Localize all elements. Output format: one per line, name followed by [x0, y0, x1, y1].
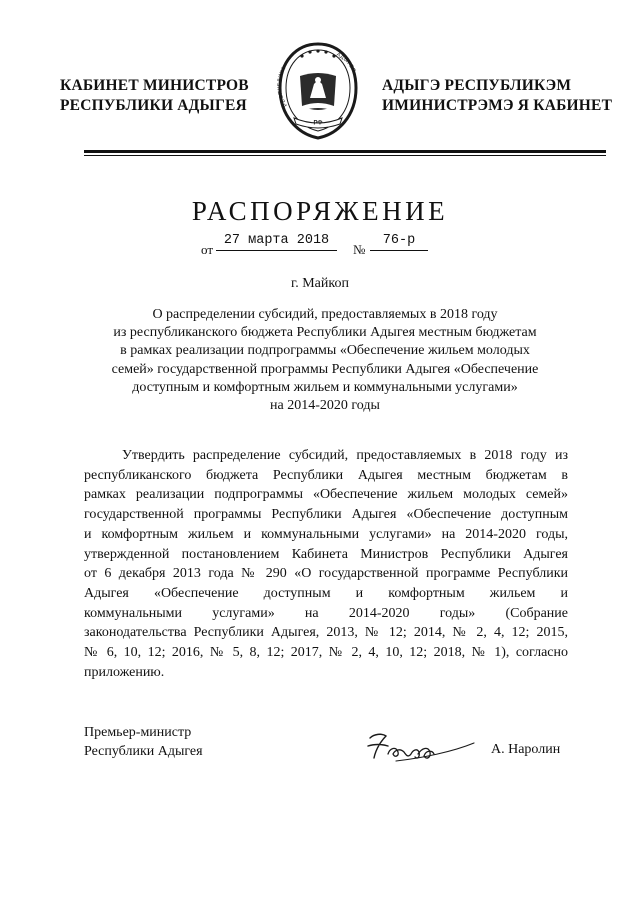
body-line: коммунальными услугами» на 2014-2020 годы» (Собрание	[84, 605, 568, 621]
body-line: № 6, 10, 12; 2016, № 5, 8, 12; 2017, № 2, 4, 10, 12; 2018, № 1), согласно	[84, 645, 568, 661]
document-number: 76-р	[370, 233, 428, 251]
body-line: законодательства Республики Адыгея, 2013, № 12; 2014, № 2, 4, 12; 2015,	[84, 625, 568, 641]
signatory-position	[84, 723, 203, 761]
body-line: государственной программы Республики Адыгея «Обеспечение доступным	[84, 507, 568, 523]
header-divider-thin	[84, 155, 606, 156]
header-org-adyghe	[382, 76, 612, 116]
header-org-russian	[60, 76, 260, 116]
subject-line: О распределении субсидий, предоставляемых в 2018 году	[152, 307, 498, 322]
document-title: РАСПОРЯЖЕНИЕ	[191, 196, 449, 226]
subject-line: на 2014-2020 годы	[270, 398, 380, 414]
header-divider-thick	[84, 150, 606, 153]
signatory-name: А. Наролин	[491, 742, 561, 757]
body-line: рамках реализации подпрограммы «Обеспечение жильем молодых семей»	[84, 487, 568, 503]
body-line: приложению.	[84, 664, 165, 680]
subject-line: из республиканского бюджета Республики Адыгея местным бюджетам	[113, 325, 537, 341]
document-body	[84, 446, 568, 682]
subject-line: семей» государственной программы Республики Адыгея «Обеспечение	[111, 361, 539, 377]
number-sign: №	[353, 242, 366, 257]
body-line: от 6 декабря 2013 года № 290 «О государственной программе Республики	[84, 566, 568, 582]
handwritten-signature-icon	[362, 724, 480, 768]
date-prefix: от	[201, 242, 214, 257]
emblem-ring-left: РЕСПУБЛИКА	[276, 65, 290, 108]
body-line: республиканского бюджета Республики Адыгея местным бюджетам в	[84, 467, 568, 483]
position-line: Премьер-министр	[84, 725, 192, 740]
position-line: Республики Адыгея	[84, 744, 203, 759]
body-line: утвержденной постановлением Кабинета Министров Республики Адыгея	[84, 546, 568, 562]
header-left-line-2: РЕСПУБЛИКИ АДЫГЕЯ	[60, 97, 247, 114]
coat-of-arms-emblem-icon	[272, 40, 364, 140]
document-subject	[80, 306, 570, 415]
body-line: Утвердить распределение субсидий, предоставляемых в 2018 году из	[122, 448, 568, 463]
subject-line: в рамках реализации подпрограммы «Обеспечение жильем молодых	[120, 343, 530, 359]
body-line: Адыгея «Обеспечение доступным и комфортным жильем и	[84, 585, 568, 601]
body-line: и комфортным жильем и коммунальными услугами» на 2014-2020 годы,	[84, 526, 568, 542]
document-city: г. Майкоп	[291, 276, 349, 291]
emblem-ring-right: АДЫГЕЯ	[335, 51, 357, 74]
header-right-line-1: АДЫГЭ РЕСПУБЛИКЭМ	[382, 77, 572, 94]
emblem-ribbon-text: РФ	[313, 120, 323, 127]
header-left-line-1: КАБИНЕТ МИНИСТРОВ	[60, 77, 249, 94]
subject-line: доступным и комфортным жильем и коммунальными услугами»	[132, 379, 518, 395]
header-right-line-2: ИМИНИСТРЭМЭ Я КАБИНЕТ	[382, 97, 613, 114]
document-date: 27 марта 2018	[216, 233, 337, 251]
emblem-stars	[300, 49, 335, 57]
